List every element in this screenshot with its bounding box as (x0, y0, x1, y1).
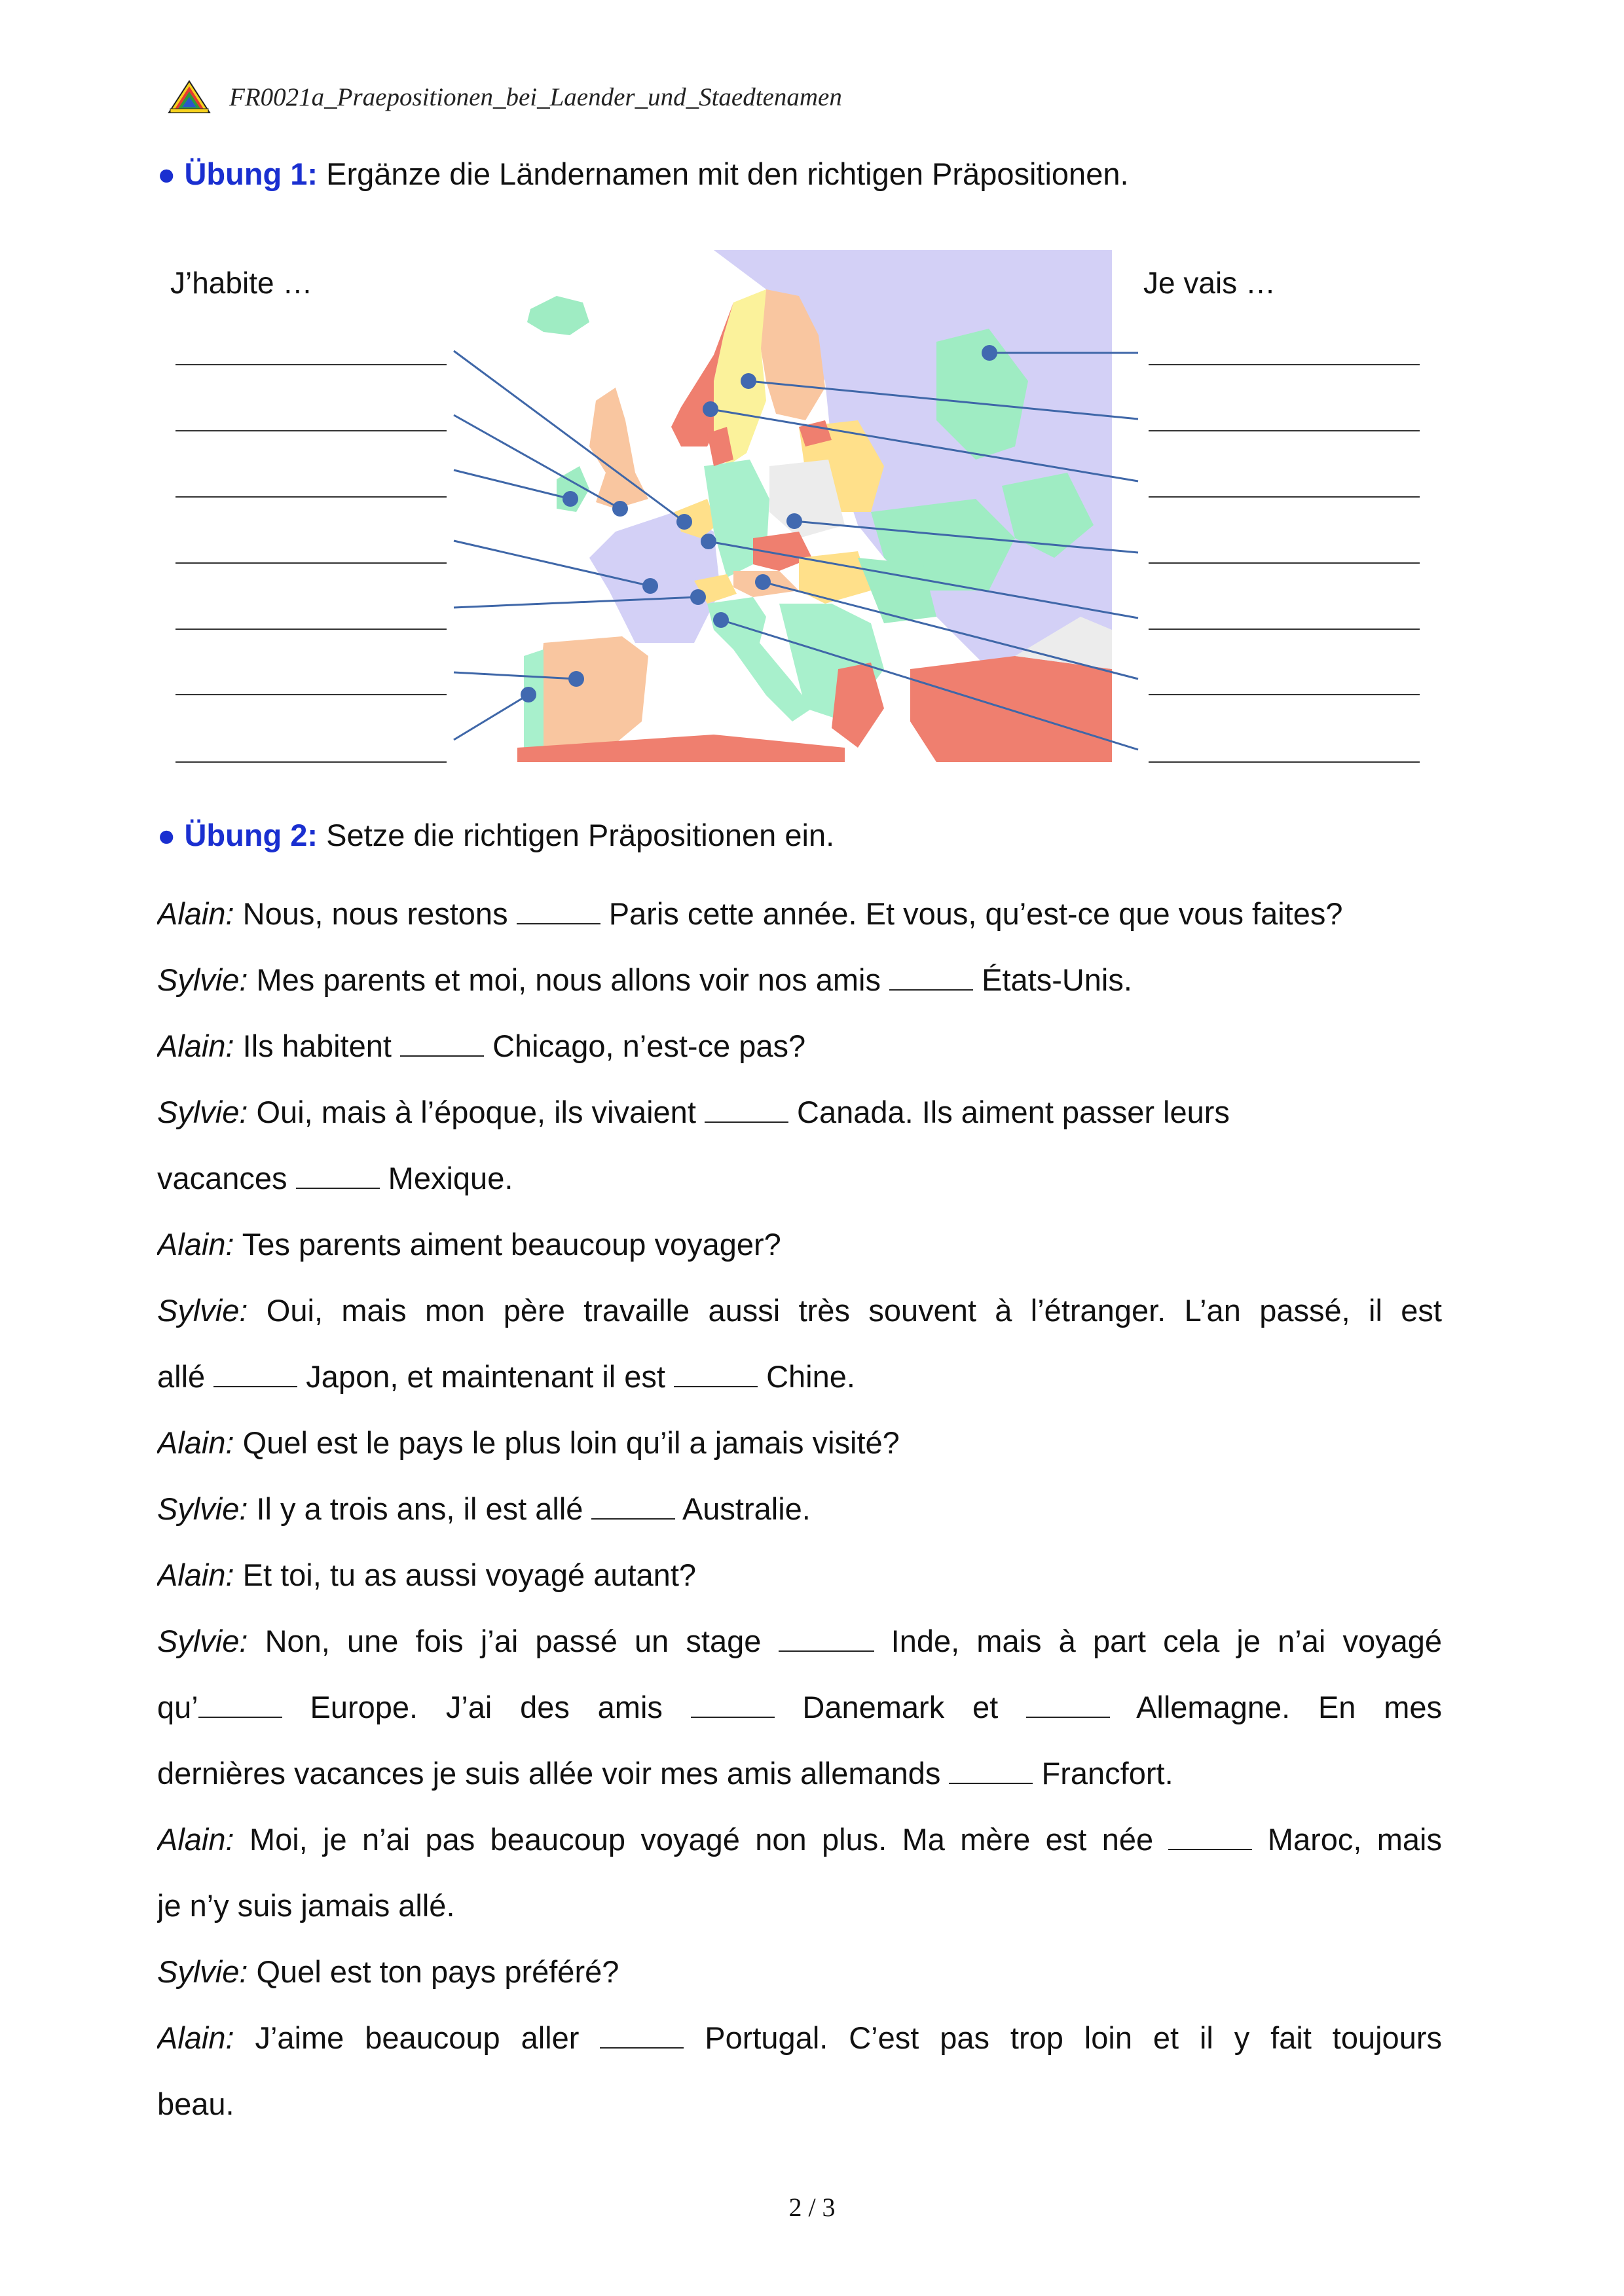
blank-gap[interactable] (705, 1098, 788, 1123)
dialogue-text-segment: Portugal. C’est pas trop loin et il y fait toujours (684, 2020, 1442, 2055)
blank-gap[interactable] (691, 1693, 775, 1718)
left-answer-line[interactable] (175, 629, 447, 630)
dialogue-text-segment: beau. (157, 2086, 234, 2121)
dialogue-text-segment: Europe. J’ai des amis (282, 1690, 691, 1724)
dialogue-line (157, 1542, 1442, 1608)
dialogue-line (157, 1211, 1442, 1277)
dialogue-text-segment: Moi, je n’ai pas beaucoup voyagé non plus. Ma mère est née (234, 1822, 1169, 1857)
dialogue-text-segment: Oui, mais mon père travaille aussi très souvent à l’étranger. L’an passé, il est (248, 1293, 1442, 1328)
right-column-label: Je vais … (1143, 266, 1276, 300)
exercise1-bullet: ● (157, 156, 176, 191)
blank-gap[interactable] (949, 1759, 1033, 1784)
dialogue-text-segment: Francfort. (1033, 1756, 1173, 1791)
exercise2-bullet: ● (157, 818, 176, 852)
blank-gap[interactable] (591, 1495, 675, 1520)
right-answer-line[interactable] (1149, 496, 1420, 498)
dialogue-line (157, 1013, 1442, 1079)
dialogue-text-segment: Allemagne. En mes (1109, 1690, 1442, 1724)
dialogue-text-segment: Japon, et maintenant il est (297, 1359, 674, 1394)
speaker-name: Sylvie: (157, 1624, 248, 1658)
file-title: FR0021a_Praepositionen_bei_Laender_und_Staedtenamen (229, 82, 842, 111)
dialogue-text-segment: Inde, mais à part cela je n’ai voyagé (874, 1624, 1442, 1658)
dialogue-line (157, 1410, 1442, 1476)
left-answer-line[interactable] (175, 496, 447, 498)
dialogue-line (157, 1872, 1442, 1939)
exercise1-instruction: Ergänze die Ländernamen mit den richtigen Präpositionen. (326, 156, 1129, 191)
dialogue-text (157, 881, 1442, 2137)
exercise2-heading (157, 817, 834, 853)
dialogue-line (157, 1674, 1442, 1740)
speaker-name: Sylvie: (157, 1095, 248, 1129)
page-number: 2 / 3 (788, 2193, 836, 2222)
blank-gap[interactable] (296, 1164, 380, 1189)
dialogue-text-segment: Canada. Ils aiment passer leurs (788, 1095, 1230, 1129)
speaker-name: Alain: (157, 896, 234, 931)
left-answer-line[interactable] (175, 430, 447, 431)
dialogue-text-segment: Maroc, mais (1252, 1822, 1442, 1857)
blank-gap[interactable] (674, 1362, 758, 1387)
dialogue-line (157, 1740, 1442, 1806)
speaker-name: Alain: (157, 1227, 234, 1262)
dialogue-text-segment: Il y a trois ans, il est allé (248, 1491, 592, 1526)
dialogue-line (157, 947, 1442, 1013)
blank-gap[interactable] (1026, 1693, 1110, 1718)
left-answer-line[interactable] (175, 694, 447, 695)
dialogue-text-segment: J’aime beaucoup aller (234, 2020, 600, 2055)
exercise1-heading (157, 156, 1129, 192)
speaker-name: Alain: (157, 1425, 234, 1460)
europe-political-map (517, 250, 1112, 762)
dialogue-text-segment: vacances (157, 1161, 296, 1195)
left-column-label: J’habite … (170, 266, 313, 300)
speaker-name: Alain: (157, 2020, 234, 2055)
speaker-name: Sylvie: (157, 962, 248, 997)
exercise1-label: Übung 1: (184, 156, 318, 191)
right-answer-line[interactable] (1149, 562, 1420, 564)
dialogue-text-segment: Nous, nous restons (234, 896, 517, 931)
colored-triangle-logo-icon (168, 80, 211, 114)
blank-gap[interactable] (400, 1032, 484, 1057)
dialogue-line (157, 1277, 1442, 1343)
exercise2-instruction: Setze die richtigen Präpositionen ein. (326, 818, 835, 852)
speaker-name: Sylvie: (157, 1293, 248, 1328)
speaker-name: Sylvie: (157, 1954, 248, 1989)
dialogue-text-segment: Chicago, n’est-ce pas? (484, 1029, 806, 1063)
right-answer-line[interactable] (1149, 761, 1420, 763)
dialogue-text-segment: Non, une fois j’ai passé un stage (248, 1624, 779, 1658)
dialogue-text-segment: je n’y suis jamais allé. (157, 1888, 455, 1923)
right-answer-line[interactable] (1149, 629, 1420, 630)
blank-gap[interactable] (1168, 1825, 1252, 1850)
dialogue-line (157, 1145, 1442, 1211)
left-answer-line[interactable] (175, 562, 447, 564)
dialogue-text-segment: qu’ (157, 1690, 198, 1724)
dialogue-line (157, 1939, 1442, 2005)
dialogue-text-segment: Mes parents et moi, nous allons voir nos amis (248, 962, 890, 997)
blank-gap[interactable] (779, 1627, 874, 1652)
dialogue-line (157, 1343, 1442, 1410)
dialogue-text-segment: Oui, mais à l’époque, ils vivaient (248, 1095, 705, 1129)
blank-gap[interactable] (889, 966, 973, 991)
dialogue-text-segment: Tes parents aiment beaucoup voyager? (234, 1227, 781, 1262)
speaker-name: Alain: (157, 1029, 234, 1063)
dialogue-text-segment: dernières vacances je suis allée voir mes amis allemands (157, 1756, 950, 1791)
dialogue-text-segment: Australie. (675, 1491, 811, 1526)
dialogue-line (157, 1476, 1442, 1542)
dialogue-text-segment: allé (157, 1359, 214, 1394)
dialogue-text-segment: Chine. (758, 1359, 855, 1394)
left-answer-line[interactable] (175, 364, 447, 365)
dialogue-text-segment: Paris cette année. Et vous, qu’est-ce que vous faites? (600, 896, 1343, 931)
dialogue-line (157, 1806, 1442, 1872)
right-answer-line[interactable] (1149, 694, 1420, 695)
dialogue-line (157, 881, 1442, 947)
blank-gap[interactable] (600, 2024, 684, 2049)
speaker-name: Alain: (157, 1558, 234, 1592)
dialogue-text-segment: Danemark et (774, 1690, 1026, 1724)
left-answer-line[interactable] (175, 761, 447, 763)
dialogue-line (157, 1079, 1442, 1145)
exercise2-label: Übung 2: (184, 818, 318, 852)
page-header (168, 77, 842, 117)
blank-gap[interactable] (213, 1362, 297, 1387)
right-answer-line[interactable] (1149, 430, 1420, 431)
blank-gap[interactable] (198, 1693, 282, 1718)
dialogue-text-segment: Quel est le pays le plus loin qu’il a jamais visité? (234, 1425, 900, 1460)
dialogue-line (157, 2071, 1442, 2137)
dialogue-line (157, 2005, 1442, 2071)
speaker-name: Sylvie: (157, 1491, 248, 1526)
dialogue-text-segment: Mexique. (379, 1161, 513, 1195)
speaker-name: Alain: (157, 1822, 234, 1857)
dialogue-text-segment: États-Unis. (973, 962, 1132, 997)
dialogue-text-segment: Et toi, tu as aussi voyagé autant? (234, 1558, 697, 1592)
dialogue-text-segment: Quel est ton pays préféré? (248, 1954, 619, 1989)
dialogue-text-segment: Ils habitent (234, 1029, 401, 1063)
blank-gap[interactable] (517, 900, 600, 924)
right-answer-line[interactable] (1149, 364, 1420, 365)
dialogue-line (157, 1608, 1442, 1674)
